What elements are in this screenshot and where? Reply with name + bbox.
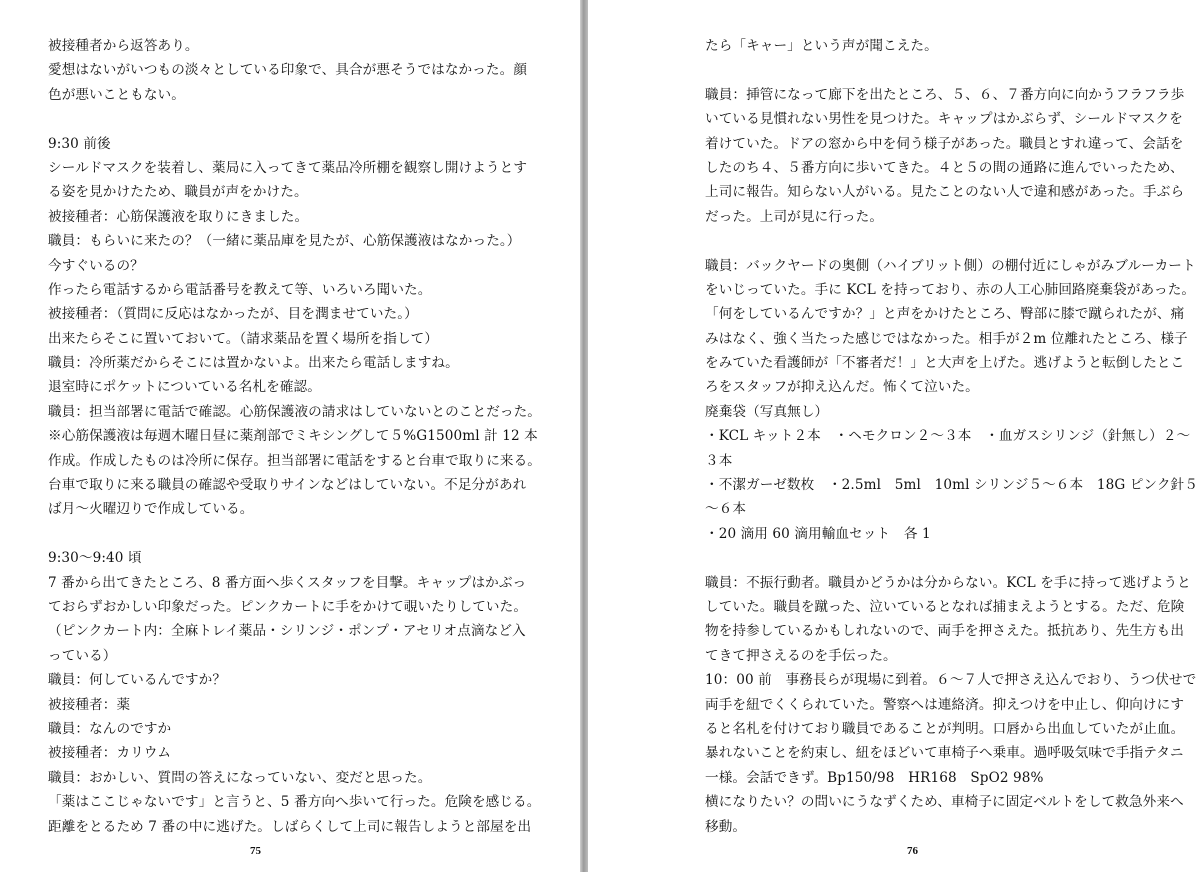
text-line: 出来たらそこに置いておいて。（請求薬品を置く場所を指して） — [48, 330, 439, 347]
blank-line — [48, 107, 558, 131]
text-line: いている見慣れない男性を見つけた。キャップはかぶらず、シールドマスクを — [705, 111, 1183, 128]
text-line: 7 番から出てきたところ、8 番方面へ歩くスタッフを目撃。キャップはかぶっ — [48, 574, 527, 591]
text-line: ると名札を付けており職員であることが判明。口唇から出血していたが止血。 — [705, 720, 1185, 737]
text-line: 被接種者：カリウム — [48, 745, 172, 762]
text-line: 愛想はないがいつもの淡々としている印象で、具合が悪そうではなかった。顔 — [48, 62, 528, 79]
text-line: 一様。会話できず。Bp150/98 HR168 SpO2 98% — [705, 769, 1044, 786]
text-line: 職員：冷所薬だからそこには置かないよ。出来たら電話しますね。 — [48, 355, 459, 372]
text-line: 9:30〜9:40 頃 — [48, 550, 142, 567]
text-line: ※心筋保護液は毎週木曜日昼に薬剤部でミキシングして５%G1500ml 計 12 本 — [48, 428, 538, 445]
text-line: 「薬はここじゃないです」と言うと、5 番方向へ歩いて行った。危険を感じる。 — [48, 794, 541, 811]
text-line: ておらずおかしい印象だった。ピンクカートに手をかけて覗いたりしていた。 — [48, 598, 528, 615]
text-line: 職員：担当部署に電話で確認。心筋保護液の請求はしていないとのことだった。 — [48, 403, 541, 420]
text-line: 職員：不振行動者。職員かどうかは分からない。KCL を手に持って逃げようと — [705, 574, 1191, 591]
text-line: 色が悪いこともない。 — [48, 86, 185, 103]
left-page-text — [48, 34, 558, 839]
text-line: 両手を紐でくくられていた。警察へは連絡済。抑えつけを中止し、仰向けにす — [705, 696, 1185, 713]
text-line: ３本 — [705, 452, 733, 469]
text-line: シールドマスクを装着し、薬局に入ってきて薬品冷所棚を観察し開けようとす — [48, 159, 528, 176]
text-line: ば月〜火曜辺りで作成している。 — [48, 501, 254, 518]
text-line: 被接種者：薬 — [48, 696, 131, 713]
text-line: したのち４、５番方向に歩いてきた。４と５の間の通路に進んでいったため、 — [705, 159, 1184, 176]
text-line: 移動。 — [705, 818, 747, 835]
text-line: 職員：おかしい、質問の答えになっていない、変だと思った。 — [48, 769, 432, 786]
book-gutter — [580, 0, 588, 872]
text-line: 作ったら電話するから電話番号を教えて等、いろいろ聞いた。 — [48, 281, 432, 298]
text-line: 被接種者：（質問に反応はなかったが、目を潤ませていた。） — [48, 306, 418, 323]
blank-line — [705, 229, 1190, 253]
text-line: ・20 滴用 60 滴用輸血セット 各 1 — [705, 525, 931, 542]
left-page — [0, 0, 580, 872]
text-line: たら「キャー」という声が聞こえた。 — [705, 38, 938, 54]
text-line: 「何をしているんですか？」と声をかけたところ、臀部に膝で蹴られたが、痛 — [705, 306, 1185, 323]
text-line: 着けていた。ドアの窓から中を伺う様子があった。職員とすれ違って、会話を — [705, 135, 1184, 152]
text-line: 職員：なんのですか — [48, 720, 172, 737]
text-line: 被接種者：心筋保護液を取りにきました。 — [48, 208, 309, 225]
text-line: 今すぐいるの？ — [48, 257, 144, 274]
text-line: 作成。作成したものは冷所に保存。担当部署に電話をすると台車で取りに来る。 — [48, 452, 541, 469]
text-line: 職員：もらいに来たの？（一緒に薬品庫を見たが、心筋保護液はなかった。） — [48, 233, 521, 250]
text-line: 暴れないことを約束し、紐をほどいて車椅子へ乗車。過呼吸気味で手指テタニ — [705, 745, 1184, 762]
text-line: だった。上司が見に行った。 — [705, 208, 884, 225]
text-line: 職員：何しているんですか？ — [48, 672, 227, 689]
blank-line — [48, 522, 558, 546]
right-page-text — [705, 34, 1198, 839]
text-line: ・不潔ガーゼ数枚 ・2.5ml 5ml 10ml シリンジ５〜６本 18G ピンク針５ — [705, 477, 1198, 494]
text-line: （ピンクカート内：全麻トレイ薬品・シリンジ・ポンプ・アセリオ点滴など入 — [48, 623, 526, 640]
text-line: ろをスタッフが抑え込んだ。怖くて泣いた。 — [705, 379, 979, 396]
text-line: をみていた看護師が「不審者だ！」と大声を上げた。逃げようと転倒したとこ — [705, 355, 1185, 372]
text-line: 職員：挿管になって廊下を出たところ、５、６、７番方向に向かうフラフラ歩 — [705, 86, 1185, 103]
text-line: 横になりたい？の問いにうなずくため、車椅子に固定ベルトをして救急外来へ — [705, 794, 1184, 811]
text-line: 距離をとるため 7 番の中に逃げた。しばらくして上司に報告しようと部屋を出 — [48, 818, 532, 835]
blank-line — [705, 58, 1190, 82]
text-line: 上司に報告。知らない人がいる。見たことのない人で違和感があった。手ぶら — [705, 184, 1185, 201]
page-number-right: 76 — [907, 845, 918, 857]
text-line: る姿を見かけたため、職員が声をかけた。 — [48, 184, 308, 201]
text-line: していた。職員を蹴った、泣いているとなれば捕まえようとする。ただ、危険 — [705, 598, 1185, 615]
text-line: 10：00 前 事務長らが現場に到着。６〜７人で押さえ込んでおり、うつ伏せで — [705, 672, 1197, 689]
text-line: をいじっていた。手に KCL を持っており、赤の人工心肺回路廃棄袋があった。 — [705, 281, 1196, 298]
text-line: 退室時にポケットについている名札を確認。 — [48, 379, 321, 396]
text-line: 職員：バックヤードの奥側（ハイブリット側）の棚付近にしゃがみブルーカート — [705, 257, 1196, 274]
text-line: 被接種者から返答あり。 — [48, 38, 199, 54]
text-line: てきて押さえるのを手伝った。 — [705, 647, 897, 664]
text-line: 物を持参しているかもしれないので、両手を押さえた。抵抗あり、先生方も出 — [705, 623, 1185, 640]
text-line: 台車で取りに来る職員の確認や受取りサインなどはしていない。不足分があれ — [48, 477, 527, 494]
right-page — [588, 0, 1200, 872]
page-number-left: 75 — [250, 845, 261, 857]
text-line: ・KCL キット２本 ・ヘモクロン２〜３本 ・血ガスシリンジ（針無し）２〜 — [705, 428, 1191, 445]
text-line: 9:30 前後 — [48, 135, 111, 152]
text-line: っている） — [48, 647, 117, 664]
blank-line — [705, 546, 1190, 570]
text-line: 〜６本 — [705, 501, 747, 518]
text-line: 廃棄袋（写真無し） — [705, 403, 829, 420]
text-line: みはなく、強く当たった感じではなかった。相手が２m 位離れたところ、様子 — [705, 330, 1188, 347]
